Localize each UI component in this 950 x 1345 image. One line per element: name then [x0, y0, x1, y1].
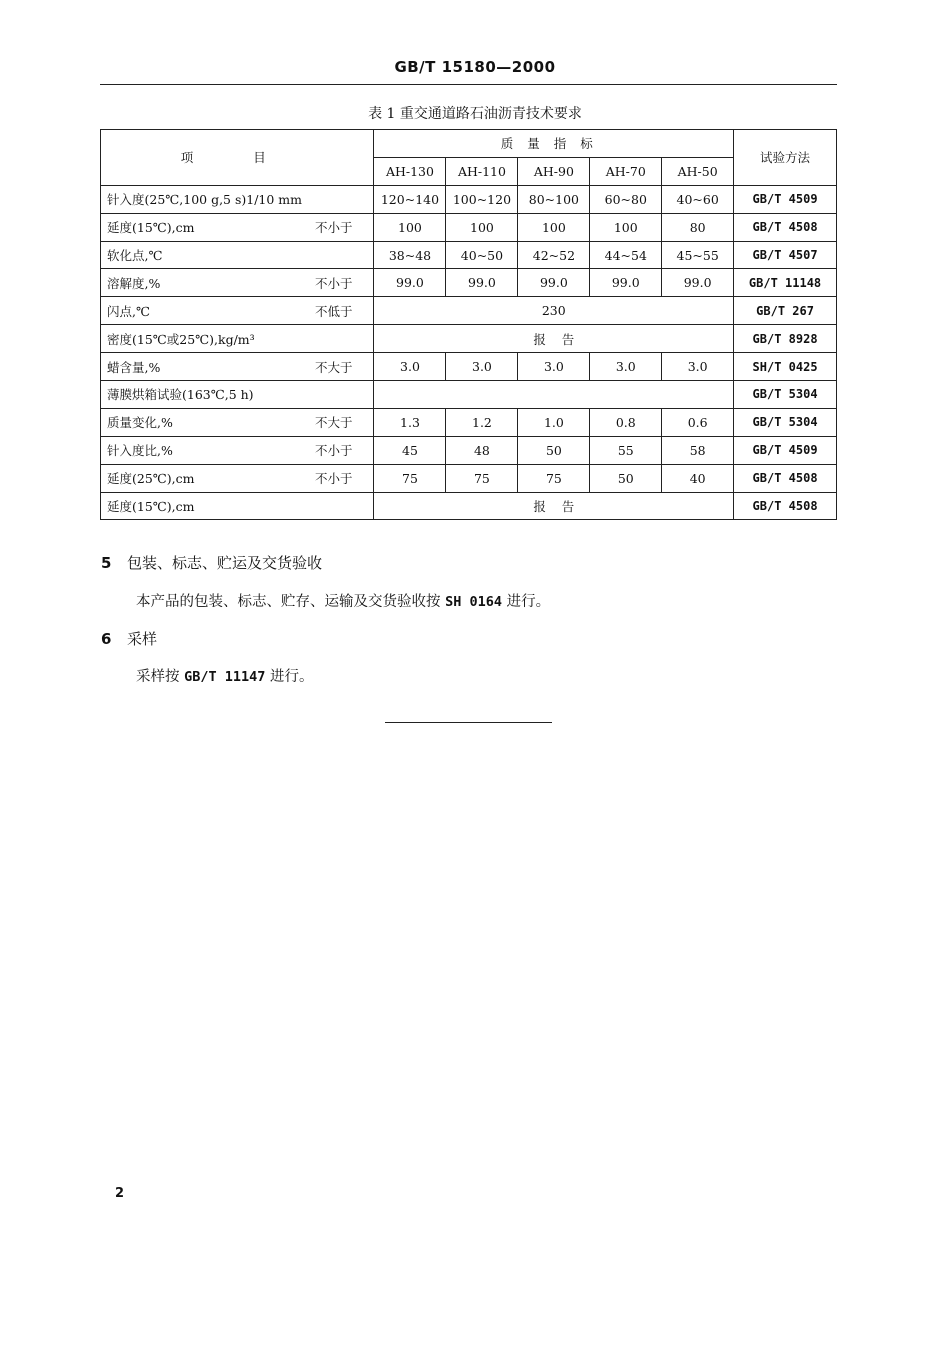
table-row [101, 436, 837, 464]
row-item-label: 延度(15℃),cm [107, 499, 195, 515]
row-condition: 不小于 [314, 220, 353, 236]
paragraph-text: 本产品的包装、标志、贮存、运输及交货验收按 [136, 594, 446, 610]
row-condition: 不低于 [314, 303, 353, 319]
value-cell: 100 [518, 213, 590, 241]
row-item-label: 延度(15℃),cm [107, 220, 195, 236]
row-item-cell [101, 185, 374, 213]
merged-value-cell: 报 告 [374, 492, 734, 520]
table-row [101, 353, 837, 381]
row-item-cell [101, 353, 374, 381]
section-6-paragraph [136, 665, 314, 686]
row-item-cell [101, 325, 374, 353]
value-cell: 75 [374, 464, 446, 492]
value-cell: 80~100 [518, 185, 590, 213]
merged-value-cell: 报 告 [374, 325, 734, 353]
merged-value-cell: 230 [374, 297, 734, 325]
value-cell: 99.0 [518, 269, 590, 297]
value-cell: 100~120 [446, 185, 518, 213]
value-cell: 45~55 [662, 241, 734, 269]
value-cell: 0.8 [590, 408, 662, 436]
row-condition: 不小于 [314, 443, 353, 459]
table-header-method: 试验方法 [734, 130, 837, 186]
value-cell: 3.0 [662, 353, 734, 381]
paragraph-text: 进行。 [502, 594, 551, 610]
section-5-paragraph [136, 590, 550, 611]
test-method-cell: GB/T 5304 [734, 381, 837, 409]
table-row [101, 297, 837, 325]
value-cell: 42~52 [518, 241, 590, 269]
section-5-heading [101, 552, 322, 573]
row-item-label: 针入度(25℃,100 g,5 s)1/10 mm [107, 192, 303, 208]
row-item-label: 蜡含量,% [107, 359, 161, 375]
value-cell: 75 [518, 464, 590, 492]
grade-header-cell: AH-130 [374, 157, 446, 185]
value-cell: 120~140 [374, 185, 446, 213]
row-item-cell [101, 464, 374, 492]
value-cell: 80 [662, 213, 734, 241]
table-caption: 表 1 重交通道路石油沥青技术要求 [368, 106, 582, 122]
row-item-label: 质量变化,% [107, 415, 173, 431]
value-cell: 58 [662, 436, 734, 464]
end-rule [385, 722, 552, 723]
value-cell: 50 [518, 436, 590, 464]
value-cell: 3.0 [518, 353, 590, 381]
value-cell: 55 [590, 436, 662, 464]
merged-value-cell [374, 381, 734, 409]
test-method-cell: GB/T 4508 [734, 464, 837, 492]
value-cell: 50 [590, 464, 662, 492]
section-title: 包装、标志、贮运及交货验收 [127, 554, 323, 572]
value-cell: 60~80 [590, 185, 662, 213]
value-cell: 3.0 [590, 353, 662, 381]
value-cell: 38~48 [374, 241, 446, 269]
test-method-cell: GB/T 4508 [734, 213, 837, 241]
test-method-cell: GB/T 5304 [734, 408, 837, 436]
row-item-cell [101, 408, 374, 436]
value-cell: 44~54 [590, 241, 662, 269]
table-row [101, 185, 837, 213]
value-cell: 99.0 [446, 269, 518, 297]
test-method-cell: GB/T 4509 [734, 185, 837, 213]
table-row [101, 408, 837, 436]
value-cell: 40~50 [446, 241, 518, 269]
row-condition: 不大于 [314, 359, 353, 375]
value-cell: 48 [446, 436, 518, 464]
value-cell: 40~60 [662, 185, 734, 213]
table-row [101, 381, 837, 409]
row-item-cell [101, 213, 374, 241]
value-cell: 99.0 [662, 269, 734, 297]
grade-header-cell: AH-70 [590, 157, 662, 185]
test-method-cell: GB/T 8928 [734, 325, 837, 353]
row-condition: 不大于 [314, 415, 353, 431]
row-condition: 不小于 [314, 471, 353, 487]
table-body [101, 185, 837, 520]
value-cell: 99.0 [374, 269, 446, 297]
page-header: GB/T 15180—2000 [394, 58, 556, 76]
value-cell: 1.2 [446, 408, 518, 436]
value-cell: 99.0 [590, 269, 662, 297]
grade-header-cell: AH-90 [518, 157, 590, 185]
table-row [101, 464, 837, 492]
table-header-item: 项 目 [101, 130, 374, 186]
row-item-cell [101, 241, 374, 269]
section-6-heading [101, 628, 157, 649]
header-rule [100, 84, 837, 85]
row-item-cell [101, 269, 374, 297]
row-item-label: 密度(15℃或25℃),kg/m³ [107, 331, 255, 347]
row-condition: 不小于 [314, 275, 353, 291]
test-method-cell: GB/T 11148 [734, 269, 837, 297]
test-method-cell: GB/T 4507 [734, 241, 837, 269]
value-cell: 100 [446, 213, 518, 241]
value-cell: 0.6 [662, 408, 734, 436]
test-method-cell: GB/T 4508 [734, 492, 837, 520]
grade-header-cell: AH-50 [662, 157, 734, 185]
row-item-cell [101, 297, 374, 325]
table-row [101, 213, 837, 241]
standard-code: SH 0164 [445, 594, 503, 610]
table-row [101, 492, 837, 520]
value-cell: 1.0 [518, 408, 590, 436]
row-item-cell [101, 492, 374, 520]
paragraph-text: 进行。 [265, 669, 314, 685]
spec-table [100, 129, 837, 520]
grade-header-cell: AH-110 [446, 157, 518, 185]
section-number: 5 [101, 554, 112, 572]
value-cell: 75 [446, 464, 518, 492]
value-cell: 1.3 [374, 408, 446, 436]
row-item-label: 闪点,℃ [107, 303, 150, 319]
section-number: 6 [101, 630, 112, 648]
table-row [101, 325, 837, 353]
value-cell: 3.0 [374, 353, 446, 381]
value-cell: 100 [374, 213, 446, 241]
paragraph-text: 采样按 [136, 669, 185, 685]
table-row [101, 269, 837, 297]
standard-code: GB/T 11147 [184, 669, 266, 685]
row-item-label: 溶解度,% [107, 275, 161, 291]
value-cell: 45 [374, 436, 446, 464]
row-item-cell [101, 381, 374, 409]
page-number: 2 [115, 1186, 125, 1201]
test-method-cell: SH/T 0425 [734, 353, 837, 381]
row-item-label: 针入度比,% [107, 443, 173, 459]
table-row [101, 241, 837, 269]
value-cell: 3.0 [446, 353, 518, 381]
row-item-label: 软化点,℃ [107, 248, 163, 263]
table-header-group: 质量指标 [374, 130, 734, 158]
test-method-cell: GB/T 267 [734, 297, 837, 325]
section-title: 采样 [127, 630, 158, 648]
row-item-cell [101, 436, 374, 464]
value-cell: 40 [662, 464, 734, 492]
row-item-label: 薄膜烘箱试验(163℃,5 h) [107, 387, 254, 403]
value-cell: 100 [590, 213, 662, 241]
row-item-label: 延度(25℃),cm [107, 471, 195, 487]
test-method-cell: GB/T 4509 [734, 436, 837, 464]
